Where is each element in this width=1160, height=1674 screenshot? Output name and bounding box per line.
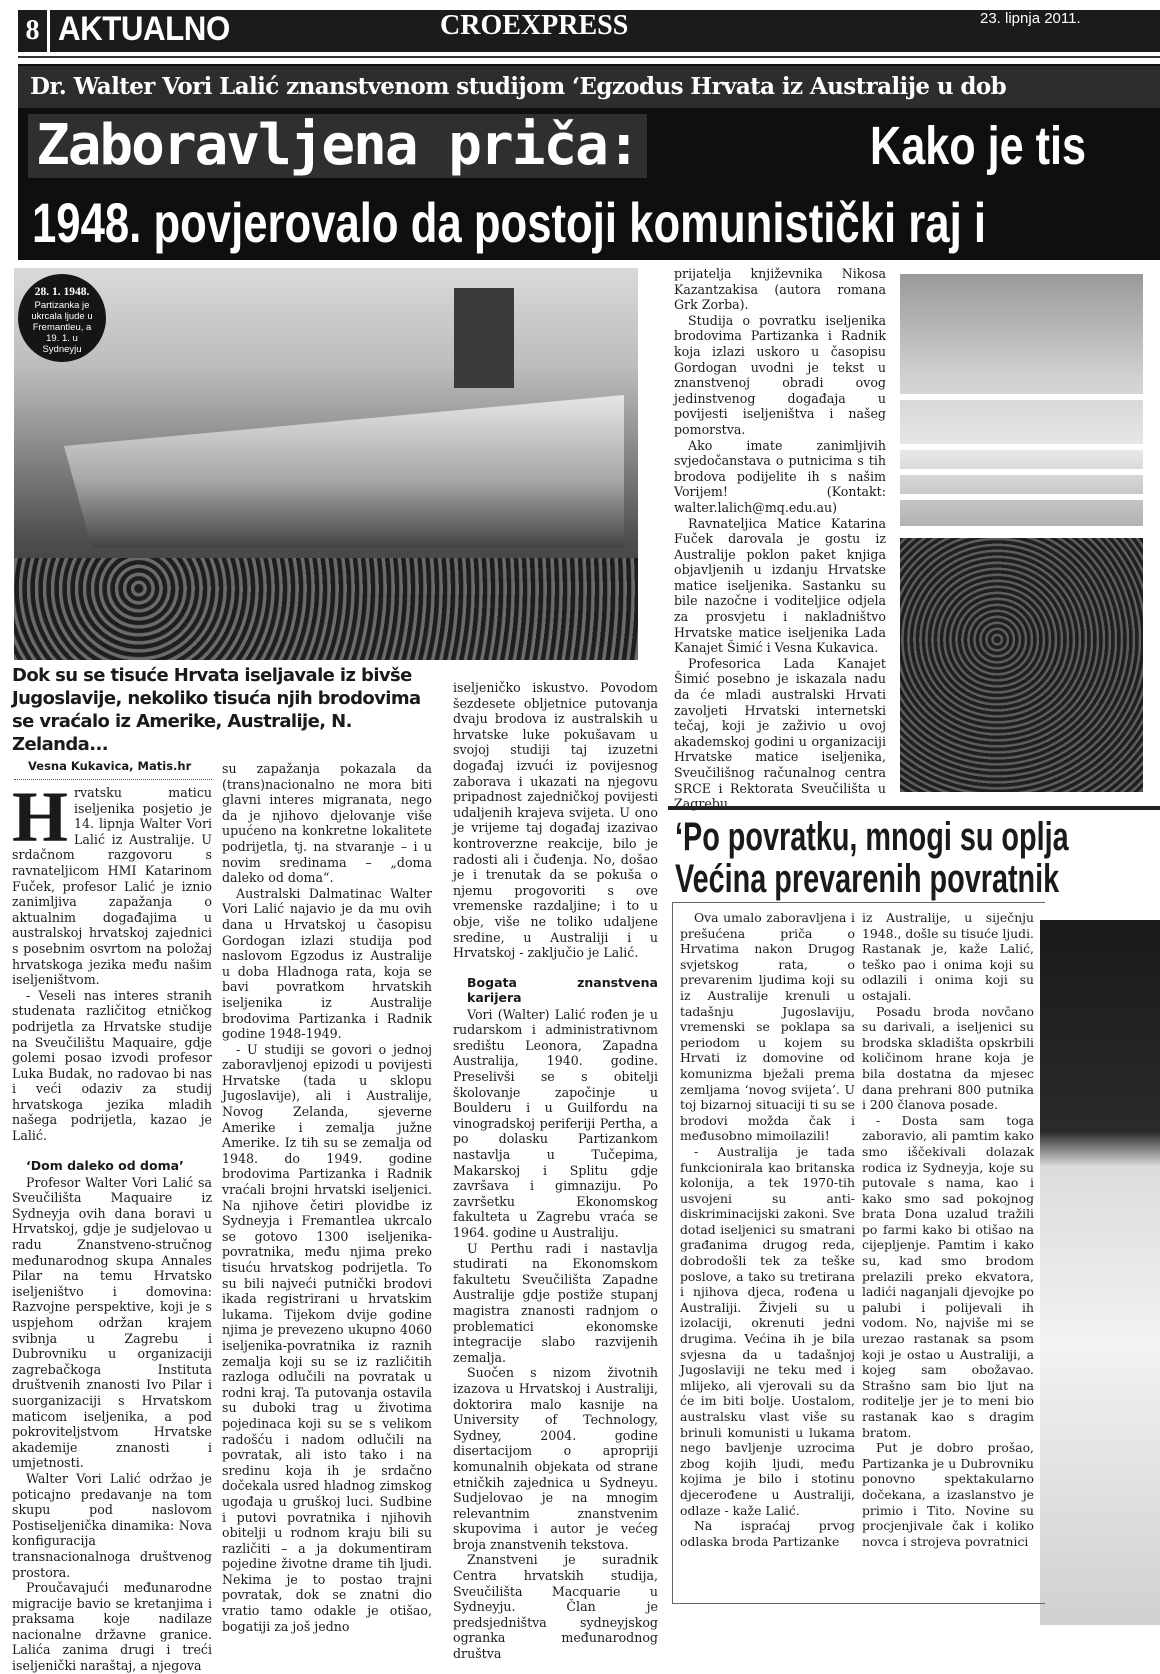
- sidebar-headline-line2: Većina prevarenih povratnik: [675, 857, 1060, 901]
- crowd-on-dock: [14, 558, 638, 660]
- sidebar-column-1: [680, 910, 855, 1549]
- ship-hull: [64, 378, 624, 548]
- paragraph: Suočen s nizom životnih izazova u Hrvatskoj i Australiji, doktorira malo kasnije na University of Technology, Sydney, 2004. godine disertacijom o apropriji komunalnih objekata od strane etničkih zajednica u Sydneyu. Sudjelovao je na mnogim relevantnim znanstvenim skupovima i autor je većeg broja znanstvenih tekstova.: [453, 1365, 658, 1552]
- sidebar-column-2: [862, 910, 1034, 1549]
- subhead: Bogata znanstvena karijera: [467, 974, 658, 1005]
- paragraph: Studija o povratku iseljenika brodovima Partizanka i Radnik koja izlazi uskoro u časopisu Gordogan uvodni je tekst u znanstvenoj obradi ovog jedinstvenog događaja u povijesti iseljeništva i našeg pomorstva.: [674, 312, 886, 437]
- railing: [900, 394, 1143, 400]
- paragraph: Profesorica Lada Kanajet Šimić posebno je iskazala nadu da će mladi australski Hrvati zavoljeti Hrvatski internetski tečaj, koji je zaživio u ovoj akademskoj godini u organizaciji Hrvatske matice iseljenika, Sveučilišnog računalnog centra SRCE i Rektorata Sveučilišta u Zagrebu.: [674, 655, 886, 812]
- paragraph: - Australija je tada funkcionirala kao britanska kolonija, a tek 1970-tih usvojeni su anti-diskriminacijski zakoni. Sve dotad iseljenici su smatrani građanima drugog reda, dobrodošli tek za teške poslove, a tako su tretirana i njihova djeca, rođena u Australiji. Živjeli su u izolaciji, okrenuti jedni drugima. Većina ih je bila svjesna da u tadašnjoj Jugoslaviji ne teku med i mlijeko, ali vjerovali su da će im biti bolje. Uostalom, australsku vlast više su brinuli komunisti u lukama nego bavljenje uzrocima zbog kojih ljudi, među kojima je bilo i stotinu djecerođene u Australiji, odlaze - kaže Lalić.: [680, 1143, 855, 1518]
- headline-line2: 1948. povjerovalo da postoji komunistički raj i: [32, 191, 986, 254]
- paragraph: iseljeničko iskustvo. Povodom šezdesete obljetnice putovanja dvaju brodova iz australskih u hrvatske luke pokušavam u svojoj studiji taj izuzetni događaj izvući iz povijesnog zaborava i ukazati na njegovu pripadnost zajedničkoj povijesti udaljenih krajeva svijeta. U ono je vrijeme taj događaj izazivao kontroverzne reakcije, bilo je radosti ali i čuđenja. No, došao je i trenutak da se pokuša o njemu progovoriti s ove vremenske razdaljine; i to u obje, više ne toliko udaljene sredine, u Australiji i u Hrvatskoj - zaključio je Lalić.: [453, 680, 658, 961]
- drop-cap: H: [12, 777, 69, 857]
- masthead-rule: [18, 56, 1160, 58]
- paragraph: Australski Dalmatinac Walter Vori Lalić najavio je da mu ovih dana u Hrvatskoj u časopisu Gordogan izlazi studija pod naslovom Egzodus iz Australije u doba Hladnoga rata, koja se bavi povratkom hrvatskih iseljenika iz Australije brodovima Partizanka i Radnik godine 1948-1949.: [222, 885, 432, 1042]
- section-title: AKTUALNO: [58, 10, 230, 48]
- article-deck: Dok su se tisuće Hrvata iseljavale iz bivše Jugoslavije, nekoliko tisuća njih brodovima se vraćalo iz Amerike, Australije, N. Zelanda...: [12, 665, 421, 755]
- headline-line1: Kako je tis: [870, 116, 1087, 176]
- paragraph: Profesor Walter Vori Lalić sa Sveučilišta Maquaire iz Sydneyja ovih dana boravi u Hrvatskoj, gdje je sudjelovao u radu Znanstveno-stručnog međunarodnog skupa Annales Pilar na temu Hrvatsko iseljeništvo i domovina: Razvojne perspektive, koji je s uspjehom održan krajem svibnja u Zagrebu i Dubrovniku u organizaciji zagrebačkoga Instituta društvenih znanosti Ivo Pilar i suorganizaciji s Hrvatskom maticom iseljenika, a pod pokroviteljstvom Hrvatske akademije znanosti i umjetnosti.: [12, 1174, 212, 1471]
- paragraph: iz Australije, u siječnju 1948., došle su tisuće ljudi. Rastanak je, kaže Lalić, teško pao i onima koji su odlazili i onima koji su ostajali.: [862, 910, 1034, 1003]
- headline-typewriter: Zaboravljena priča:: [28, 114, 647, 178]
- paragraph: Ravnateljica Matice Katarina Fuček darovala je gostu iz Australije poklon paket knjiga objavljenih u izdanju Hrvatske matice iseljenika. Sastanku su bile nazočne i voditeljice odjela za prosvjetu i nakladništvo Hrvatske matice iseljenika Lada Kanajet Šimić i Vesna Kukavica.: [674, 515, 886, 656]
- article-column-1: [12, 777, 212, 1674]
- paragraph: prijatelja književnika Nikosa Kazantzakisa (autora romana Grk Zorba).: [674, 266, 886, 313]
- paragraph: su zapažanja pokazala da (trans)nacionalno ne mora biti glavni interes migranata, nego da je njihovo djelovanje više upućeno na konkretne lokalitete podrijetla, tj. na stvaranje – i u novim sredinama – „doma daleko od doma“.: [222, 761, 432, 886]
- page-number: 8: [18, 10, 50, 52]
- paragraph: - Dosta sam toga zaboravio, ali pamtim kako smo iščekivali dolazak rodica iz Sydneyja, koje su putovale s nama, kao i kako smo sad pokojnog brata Dona uzalud tražili po farmi kako bi otišao na cijepljenje. Pamtim i kako su, kad smo brodom prelazili preko ekvatora, ladići naganjali djevojke po palubi i polijevali ih vodom. No, najviše mi se urezao rastanak sa psom koji je ostao u Australiji, a kojeg sam obožavao. Strašno sam bio ljut na roditelje jer je to meni bio rastanak kao s dragim bratom.: [862, 1112, 1034, 1440]
- photo-date-badge: [18, 274, 106, 362]
- paragraph: U Perthu radi i nastavlja studirati na Ekonomskom fakultetu Sveučilišta Zapadne Australije gdje postiže stupanj magistra znanosti radnjom o problematici ekonomske integracije slabo razvijenih zemalja.: [453, 1240, 658, 1365]
- paragraph: Walter Vori Lalić održao je poticajno predavanje na tom skupu pod naslovom Postiseljenička dinamika: Nova konfiguracija transnacionalnoga društvenog prostora.: [12, 1470, 212, 1580]
- issue-date: 23. lipnja 2011.: [980, 10, 1081, 27]
- byline: Vesna Kukavica, Matis.hr: [28, 759, 192, 773]
- paragraph: rvatsku maticu iseljenika posjetio je 14. lipnja Walter Vori Lalić iz Australije. U srdačnom razgovoru s ravnateljicom HMI Katarinom Fuček, profesor Lalić je iznio zanimljiva zapažanja o aktualnim događajima u australskoj hrvatskoj zajednici s posebnim osvrtom na položaj hrvatskoga jezika među našim iseljeništvom.: [12, 785, 212, 988]
- paragraph: Posadu broda novčano su darivali, a iseljenici su brodska skladišta opskrbili količinom hrane koja je bila dostatna da mjesec dana prehrani 800 putnika i 200 članova posade.: [862, 1003, 1034, 1113]
- paragraph: - U studiji se govori o jednoj zaboravljenoj epizodi u povijesti Hrvatske (tada u sklopu Jugoslavije), ali i Australije, Novog Zelanda, sjeverne Amerike i zemalja južne Amerike. Iz tih su se zemalja od 1948. do 1949. godine brodovima Partizanka i Radnik vraćali brojni hrvatski iseljenici. Na njihove četiri plovidbe iz Sydneyja i Fremantlea ukrcalo se gotovo 1300 iseljenika-povratnika, među njima preko tisuću hrvatskog podrijetla. To su bili najveći putnički brodovi ikada registrirani u hrvatskim lukama. Tijekom dvije godine njima je prevezeno ukupno 4060 iseljenika-povratnika iz raznih zemalja koji su se iz različitih razloga odlučili na povratak u rodni kraj. Ta putovanja ostavila su duboki trag u životima pojedinaca koji su se s velikom radošću i nadom odlučili na povratak, ali isto tako i na sredinu koja ih je srdačno dočekala usred hladnog zimskog ugođaja u gruškoj luci. Sudbine i putovi povratnika i njihovih obitelji u rodnom kraju bili su različiti – a ja dokumentiram pojedine životne drame tih ljudi. Nekima je to postao trajni povratak, dok se znatni dio vratio tamo odakle je otišao, bogatiji za još jedno: [222, 1041, 432, 1634]
- railing: [900, 469, 1143, 475]
- paper-name: CROEXPRESS: [440, 10, 629, 41]
- railing: [900, 494, 1143, 500]
- article-column-3: [453, 680, 658, 1662]
- article-column-2: [222, 761, 432, 1634]
- headline-kicker: Dr. Walter Vori Lalić znanstvenom studijom ‘Egzodus Hrvata iz Australije u dob: [18, 66, 1160, 108]
- paragraph: Znanstveni je suradnik Centra hrvatskih studija, Sveučilišta Macquarie u Sydneyju. Član je predsjedništva sydneyjskog ogranka međunarodnog društva: [453, 1552, 658, 1662]
- ship-photo: [14, 268, 638, 660]
- paragraph: Na ispraćaj prvog odlaska broda Partizanke: [680, 1518, 855, 1549]
- paragraph: - Veseli nas interes stranih studenata različitog etničkog podrijetla za Hrvatske studije na Sveučilištu Maquaire, gdje golemi posao izvodi profesor Luka Budak, no radovao bi nas i veći odaziv za studij hrvatskoga jezika mladih našega podrijetla, kazao je Lalić.: [12, 987, 212, 1144]
- badge-caption: Partizanka je ukrcala ljude u Fremantleu, a 19. 1. u Sydneyju: [31, 300, 93, 355]
- crowd-photo: [900, 538, 1143, 792]
- sidebar-headline: [675, 816, 1069, 900]
- paragraph: Vori (Walter) Lalić rođen je u rudarskom i administrativnom središtu Leonora, Zapadna Australija, 1940. godine. Preselivši se s obitelji školovanje započinje u Boulderu i u Guilfordu na vinogradskoj periferiji Pertha, a po dolasku Partizankom nastavlja u Tučepima, Makarskoj i Splitu gdje završava i gimnaziju. Po završetku Ekonomskog fakulteta u Zagrebu vraća se 1964. godine u Australiju.: [453, 1006, 658, 1240]
- subhead: ‘Dom daleko od doma’: [26, 1157, 184, 1173]
- ship-funnel: [454, 288, 514, 388]
- paragraph: Proučavajući međunarodne migracije bavio se kretanjima i praksama koje nadilaze nacionalne državne granice. Lalića zanima drugi i treći iseljenički naraštaj, a njegova: [12, 1580, 212, 1674]
- badge-date: 28. 1. 1948.: [34, 286, 90, 298]
- railing: [900, 444, 1143, 450]
- paragraph: Ova umalo zaboravljena i prešućena priča o Hrvatima nakon Drugog svjetskog rata, o prevarenim ljudima koji su iz Australije krenuli u tadašnju Jugoslaviju, vremenski se poklapa sa periodom u kojem su Hrvati iz domovine od komunizma bježali prema zemljama ‘novog svijeta’. U toj bizarnoj situaciji ti su se brodovi možda čak i međusobno mimoilazili!: [680, 910, 855, 1144]
- paragraph: Put je dobro prošao, Partizanka je u Dubrovniku ponovno spektakularno dočekana, a izaslanstvo je primio i Tito. Novine su procjenjivale čak i koliko novca i strojeva povratnici: [862, 1440, 1034, 1549]
- sidebar-headline-line1: ‘Po povratku, mnogi su oplja: [675, 815, 1069, 859]
- passengers-photo: [900, 274, 1143, 526]
- paragraph: Ako imate zanimljivih svjedočanstava o putnicima s tih brodova podijelite ih s našim Vorijem! (Kontakt: walter.lalich@mq.edu.au): [674, 437, 886, 515]
- article-column-4: [674, 266, 886, 812]
